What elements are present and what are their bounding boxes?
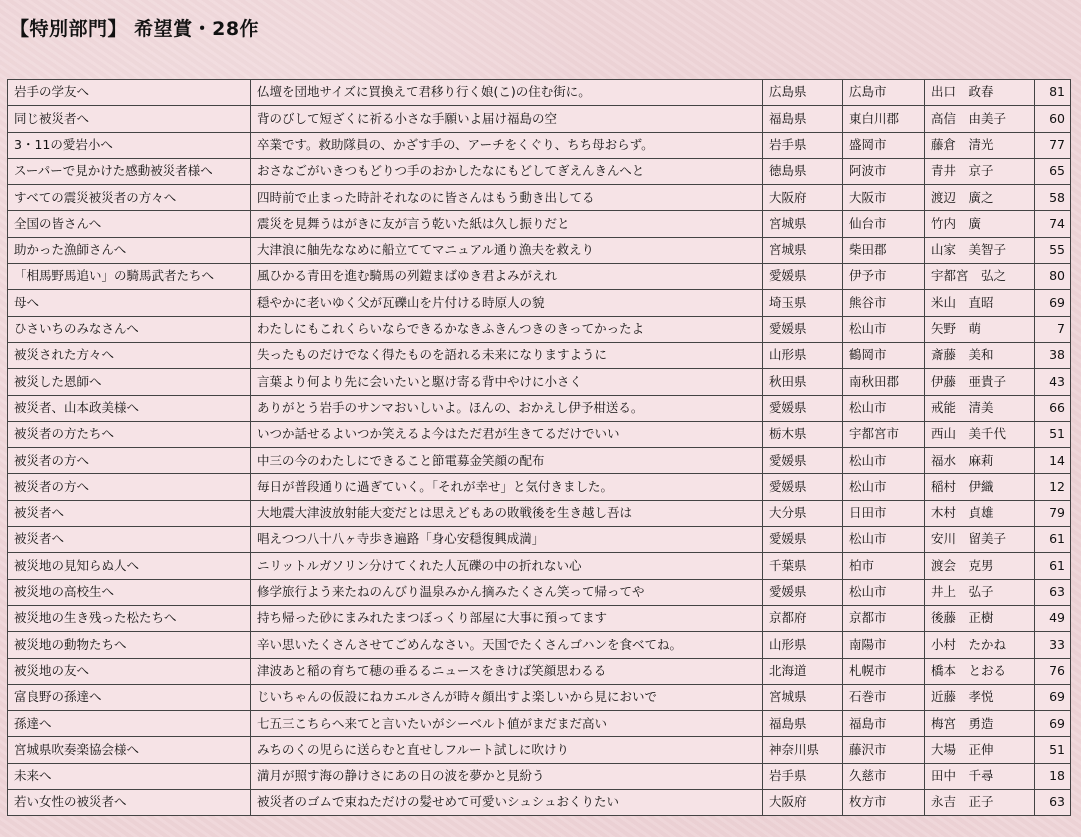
age-cell: 61 (1035, 553, 1071, 579)
table-row (8, 369, 1071, 395)
city-cell: 京都市 (843, 605, 925, 631)
age-cell: 18 (1035, 763, 1071, 789)
age-cell: 81 (1035, 80, 1071, 106)
table-row (8, 185, 1071, 211)
city-cell: 松山市 (843, 316, 925, 342)
author-name-cell: 山家 美智子 (925, 237, 1035, 263)
addressee-cell: 同じ被災者へ (8, 106, 251, 132)
message-cell: わたしにもこれくらいならできるかなきふきんつきのきってかったよ (251, 316, 763, 342)
author-name-cell: 高信 由美子 (925, 106, 1035, 132)
prefecture-cell: 北海道 (763, 658, 843, 684)
prefecture-cell: 宮城県 (763, 211, 843, 237)
table-row (8, 316, 1071, 342)
city-cell: 柏市 (843, 553, 925, 579)
addressee-cell: ひさいちのみなさんへ (8, 316, 251, 342)
addressee-cell: 被災した恩師へ (8, 369, 251, 395)
prefecture-cell: 千葉県 (763, 553, 843, 579)
age-cell: 58 (1035, 185, 1071, 211)
city-cell: 伊予市 (843, 264, 925, 290)
prefecture-cell: 秋田県 (763, 369, 843, 395)
message-cell: 七五三こちらへ来てと言いたいがシーベルト値がまだまだ高い (251, 711, 763, 737)
addressee-cell: 3・11の愛岩小へ (8, 132, 251, 158)
city-cell: 東白川郡 (843, 106, 925, 132)
author-name-cell: 出口 政春 (925, 80, 1035, 106)
author-name-cell: 西山 美千代 (925, 421, 1035, 447)
age-cell: 63 (1035, 790, 1071, 816)
table-row (8, 106, 1071, 132)
addressee-cell: すべての震災被災者の方々へ (8, 185, 251, 211)
author-name-cell: 藤倉 清光 (925, 132, 1035, 158)
table-row (8, 211, 1071, 237)
prefecture-cell: 山形県 (763, 632, 843, 658)
author-name-cell: 渡会 克男 (925, 553, 1035, 579)
author-name-cell: 宇都宮 弘之 (925, 264, 1035, 290)
age-cell: 76 (1035, 658, 1071, 684)
prefecture-cell: 広島県 (763, 80, 843, 106)
addressee-cell: 被災地の友へ (8, 658, 251, 684)
author-name-cell: 福水 麻莉 (925, 448, 1035, 474)
author-name-cell: 竹内 廣 (925, 211, 1035, 237)
addressee-cell: スーパーで見かけた感動被災者様へ (8, 158, 251, 184)
prefecture-cell: 徳島県 (763, 158, 843, 184)
age-cell: 7 (1035, 316, 1071, 342)
addressee-cell: 母へ (8, 290, 251, 316)
table-row (8, 158, 1071, 184)
city-cell: 松山市 (843, 527, 925, 553)
message-cell: 津波あと稲の育ちて穂の垂るるニュースをきけば笑顔思わるる (251, 658, 763, 684)
table-row (8, 632, 1071, 658)
age-cell: 12 (1035, 474, 1071, 500)
table-row (8, 737, 1071, 763)
city-cell: 南陽市 (843, 632, 925, 658)
prefecture-cell: 山形県 (763, 342, 843, 368)
prefecture-cell: 栃木県 (763, 421, 843, 447)
addressee-cell: 岩手の学友へ (8, 80, 251, 106)
prefecture-cell: 福島県 (763, 106, 843, 132)
city-cell: 枚方市 (843, 790, 925, 816)
message-cell: みちのくの児らに送らむと直せしフルート試しに吹けり (251, 737, 763, 763)
city-cell: 阿波市 (843, 158, 925, 184)
author-name-cell: 小村 たかね (925, 632, 1035, 658)
city-cell: 南秋田郡 (843, 369, 925, 395)
author-name-cell: 矢野 萌 (925, 316, 1035, 342)
message-cell: いつか話せるよいつか笑えるよ今はただ君が生きてるだけでいい (251, 421, 763, 447)
city-cell: 松山市 (843, 579, 925, 605)
table-row (8, 474, 1071, 500)
city-cell: 熊谷市 (843, 290, 925, 316)
message-cell: 被災者のゴムで束ねただけの髪せめて可愛いシュシュおくりたい (251, 790, 763, 816)
author-name-cell: 青井 京子 (925, 158, 1035, 184)
author-name-cell: 稲村 伊織 (925, 474, 1035, 500)
age-cell: 69 (1035, 711, 1071, 737)
table-row (8, 605, 1071, 631)
addressee-cell: 孫達へ (8, 711, 251, 737)
table-row (8, 684, 1071, 710)
addressee-cell: 助かった漁師さんへ (8, 237, 251, 263)
author-name-cell: 木村 貞雄 (925, 500, 1035, 526)
prefecture-cell: 福島県 (763, 711, 843, 737)
city-cell: 鶴岡市 (843, 342, 925, 368)
addressee-cell: 若い女性の被災者へ (8, 790, 251, 816)
city-cell: 久慈市 (843, 763, 925, 789)
prefecture-cell: 愛媛県 (763, 527, 843, 553)
table-row (8, 421, 1071, 447)
message-cell: 背のびして短ざくに祈る小さな手願いよ届け福島の空 (251, 106, 763, 132)
table-row (8, 790, 1071, 816)
message-cell: 震災を見舞うはがきに友が言う乾いた紙は久し振りだと (251, 211, 763, 237)
age-cell: 69 (1035, 290, 1071, 316)
prefecture-cell: 神奈川県 (763, 737, 843, 763)
age-cell: 63 (1035, 579, 1071, 605)
message-cell: 四時前で止まった時計それなのに皆さんはもう動き出してる (251, 185, 763, 211)
age-cell: 33 (1035, 632, 1071, 658)
author-name-cell: 田中 千尋 (925, 763, 1035, 789)
author-name-cell: 大場 正伸 (925, 737, 1035, 763)
author-name-cell: 渡辺 廣之 (925, 185, 1035, 211)
prefecture-cell: 岩手県 (763, 763, 843, 789)
city-cell: 日田市 (843, 500, 925, 526)
city-cell: 大阪市 (843, 185, 925, 211)
message-cell: 毎日が普段通りに過ぎていく。「それが幸せ」と気付きました。 (251, 474, 763, 500)
city-cell: 松山市 (843, 395, 925, 421)
addressee-cell: 被災者へ (8, 500, 251, 526)
message-cell: じいちゃんの仮設にねカエルさんが時々顔出すよ楽しいから見においで (251, 684, 763, 710)
age-cell: 43 (1035, 369, 1071, 395)
message-cell: おさなごがいきつもどりつ手のおかしたなにもどしてぎえんきんへと (251, 158, 763, 184)
age-cell: 66 (1035, 395, 1071, 421)
message-cell: 修学旅行よう来たねのんびり温泉みかん摘みたくさん笑って帰ってや (251, 579, 763, 605)
message-cell: 大地震大津波放射能大変だとは思えどもあの敗戦後を生き越し吾は (251, 500, 763, 526)
table-row (8, 80, 1071, 106)
prefecture-cell: 愛媛県 (763, 395, 843, 421)
table-row (8, 658, 1071, 684)
addressee-cell: 「相馬野馬追い」の騎馬武者たちへ (8, 264, 251, 290)
author-name-cell: 橋本 とおる (925, 658, 1035, 684)
message-cell: 中三の今のわたしにできること節電募金笑顔の配布 (251, 448, 763, 474)
addressee-cell: 被災された方々へ (8, 342, 251, 368)
addressee-cell: 未来へ (8, 763, 251, 789)
prefecture-cell: 愛媛県 (763, 579, 843, 605)
age-cell: 61 (1035, 527, 1071, 553)
city-cell: 広島市 (843, 80, 925, 106)
addressee-cell: 被災者の方へ (8, 474, 251, 500)
prefecture-cell: 大分県 (763, 500, 843, 526)
city-cell: 藤沢市 (843, 737, 925, 763)
author-name-cell: 米山 直昭 (925, 290, 1035, 316)
age-cell: 49 (1035, 605, 1071, 631)
table-row (8, 290, 1071, 316)
message-cell: 言葉より何より先に会いたいと駆け寄る背中やけに小さく (251, 369, 763, 395)
table-row (8, 342, 1071, 368)
prefecture-cell: 岩手県 (763, 132, 843, 158)
addressee-cell: 被災地の高校生へ (8, 579, 251, 605)
age-cell: 77 (1035, 132, 1071, 158)
age-cell: 79 (1035, 500, 1071, 526)
table-row (8, 711, 1071, 737)
age-cell: 51 (1035, 421, 1071, 447)
age-cell: 38 (1035, 342, 1071, 368)
addressee-cell: 被災者へ (8, 527, 251, 553)
table-row (8, 395, 1071, 421)
prefecture-cell: 愛媛県 (763, 448, 843, 474)
addressee-cell: 全国の皆さんへ (8, 211, 251, 237)
author-name-cell: 後藤 正樹 (925, 605, 1035, 631)
message-cell: 仏壇を団地サイズに買換えて君移り行く娘(こ)の住む街に。 (251, 80, 763, 106)
prefecture-cell: 愛媛県 (763, 474, 843, 500)
author-name-cell: 伊藤 亜貴子 (925, 369, 1035, 395)
table-row (8, 527, 1071, 553)
prefecture-cell: 愛媛県 (763, 264, 843, 290)
message-cell: 失ったものだけでなく得たものを語れる未来になりますように (251, 342, 763, 368)
table-row (8, 264, 1071, 290)
age-cell: 74 (1035, 211, 1071, 237)
addressee-cell: 被災地の見知らぬ人へ (8, 553, 251, 579)
message-cell: 穏やかに老いゆく父が瓦礫山を片付ける時原人の貌 (251, 290, 763, 316)
city-cell: 石巻市 (843, 684, 925, 710)
age-cell: 80 (1035, 264, 1071, 290)
prefecture-cell: 宮城県 (763, 237, 843, 263)
city-cell: 柴田郡 (843, 237, 925, 263)
addressee-cell: 被災者、山本政美様へ (8, 395, 251, 421)
age-cell: 51 (1035, 737, 1071, 763)
message-cell: 満月が照す海の静けさにあの日の波を夢かと見紛う (251, 763, 763, 789)
message-cell: 風ひかる青田を進む騎馬の列鎧まばゆき君よみがえれ (251, 264, 763, 290)
author-name-cell: 井上 弘子 (925, 579, 1035, 605)
prefecture-cell: 愛媛県 (763, 316, 843, 342)
city-cell: 松山市 (843, 448, 925, 474)
table-row (8, 132, 1071, 158)
message-cell: 唱えつつ八十八ヶ寺歩き遍路「身心安穏復興成満」 (251, 527, 763, 553)
table-row (8, 448, 1071, 474)
city-cell: 松山市 (843, 474, 925, 500)
message-cell: 大津浪に舳先ななめに船立ててマニュアル通り漁夫を救えり (251, 237, 763, 263)
author-name-cell: 梅宮 勇造 (925, 711, 1035, 737)
age-cell: 14 (1035, 448, 1071, 474)
addressee-cell: 被災地の生き残った松たちへ (8, 605, 251, 631)
author-name-cell: 永吉 正子 (925, 790, 1035, 816)
author-name-cell: 戒能 清美 (925, 395, 1035, 421)
prefecture-cell: 大阪府 (763, 185, 843, 211)
prefecture-cell: 大阪府 (763, 790, 843, 816)
message-cell: 辛い思いたくさんさせてごめんなさい。天国でたくさんゴハンを食べてね。 (251, 632, 763, 658)
page-title: 【特別部門】 希望賞・28作 (10, 18, 260, 40)
author-name-cell: 斎藤 美和 (925, 342, 1035, 368)
table-row (8, 763, 1071, 789)
message-cell: 卒業です。救助隊員の、かざす手の、アーチをくぐり、ちち母おらず。 (251, 132, 763, 158)
author-name-cell: 安川 留美子 (925, 527, 1035, 553)
city-cell: 仙台市 (843, 211, 925, 237)
age-cell: 65 (1035, 158, 1071, 184)
city-cell: 盛岡市 (843, 132, 925, 158)
age-cell: 60 (1035, 106, 1071, 132)
age-cell: 69 (1035, 684, 1071, 710)
prefecture-cell: 宮城県 (763, 684, 843, 710)
addressee-cell: 被災者の方たちへ (8, 421, 251, 447)
table-row (8, 553, 1071, 579)
message-cell: ありがとう岩手のサンマおいしいよ。ほんの、おかえし伊予柑送る。 (251, 395, 763, 421)
age-cell: 55 (1035, 237, 1071, 263)
message-cell: ニリットルガソリン分けてくれた人瓦礫の中の折れない心 (251, 553, 763, 579)
addressee-cell: 宮城県吹奏楽協会様へ (8, 737, 251, 763)
addressee-cell: 富良野の孫達へ (8, 684, 251, 710)
entries-body (8, 80, 1071, 816)
entries-table (7, 79, 1071, 816)
addressee-cell: 被災地の動物たちへ (8, 632, 251, 658)
table-row (8, 237, 1071, 263)
author-name-cell: 近藤 孝悦 (925, 684, 1035, 710)
city-cell: 札幌市 (843, 658, 925, 684)
prefecture-cell: 京都府 (763, 605, 843, 631)
table-row (8, 579, 1071, 605)
table-row (8, 500, 1071, 526)
prefecture-cell: 埼玉県 (763, 290, 843, 316)
city-cell: 福島市 (843, 711, 925, 737)
city-cell: 宇都宮市 (843, 421, 925, 447)
message-cell: 持ち帰った砂にまみれたまつぼっくり部屋に大事に預ってます (251, 605, 763, 631)
addressee-cell: 被災者の方へ (8, 448, 251, 474)
